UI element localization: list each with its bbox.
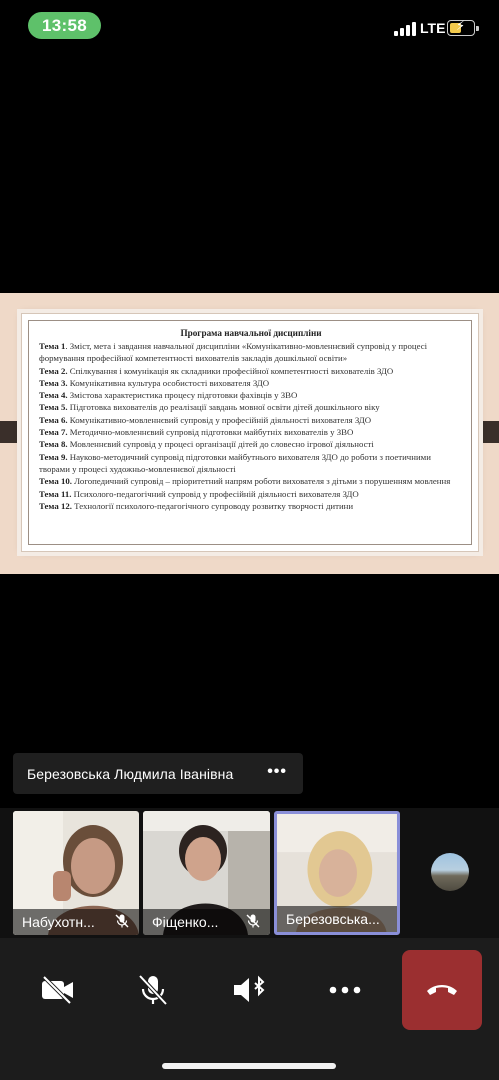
topic-label: Тема 1	[39, 341, 66, 351]
topic-label: Тема 10.	[39, 476, 72, 487]
participant-name: Набухотн...	[13, 909, 139, 935]
topic-item	[39, 488, 463, 500]
topic-item	[39, 426, 463, 438]
topic-item	[39, 401, 463, 413]
topic-item	[39, 377, 463, 389]
topic-label: Тема 12.	[39, 500, 72, 511]
topic-text: Комунікативна культура особистості вихователя ЗДО	[67, 377, 270, 388]
mic-off-icon	[245, 913, 261, 929]
bluetooth-speaker-icon	[231, 974, 267, 1006]
topic-text: . Зміст, мета і завдання навчальної дисципліни «Комунікативно-мовленнєвий супровід у процесі формування професійної компетентності вихователів закладів дошкільної освіти»	[39, 341, 428, 364]
participant-tile[interactable]	[143, 811, 270, 935]
topic-text: Підготовка вихователів до реалізації завдань мовної освіти дітей дошкільного віку	[67, 402, 380, 413]
topic-label: Тема 2.	[39, 365, 68, 376]
document-title: Програма навчальної дисципліни	[180, 328, 322, 338]
topic-list	[39, 340, 463, 512]
topic-text: Науково-методичний супровід підготовки майбутнього вихователя ЗДО до роботи з поетичними творами у процесі художньо-мовленнєвої діяльності	[39, 451, 431, 474]
mic-toggle-button[interactable]	[113, 950, 193, 1030]
document-body	[28, 320, 472, 545]
participant-name: Фіщенко...	[143, 909, 270, 935]
topic-item	[39, 389, 463, 401]
status-time[interactable]: 13:58	[28, 12, 101, 39]
battery-icon: ⚡	[447, 20, 475, 36]
topic-item	[39, 438, 463, 450]
shared-screen[interactable]	[0, 293, 499, 574]
more-options-button[interactable]	[305, 950, 385, 1030]
network-type: LTE	[420, 20, 446, 36]
topic-label: Тема 9.	[39, 451, 68, 462]
topic-label: Тема 11.	[39, 488, 72, 499]
topic-label: Тема 3.	[39, 377, 68, 388]
topic-label: Тема 4.	[39, 390, 68, 401]
topic-text: Логопедичний супровід – пріоритетний напрям роботи вихователя з дітьми з порушенням мовлення	[71, 476, 451, 487]
topic-label: Тема 5.	[39, 402, 68, 413]
document-frame	[21, 313, 479, 552]
more-icon	[329, 986, 361, 994]
camera-off-icon	[40, 975, 76, 1005]
topic-text: Спілкування і комунікація як складники професійної компетентності вихователів ЗДО	[67, 365, 394, 376]
topic-text: Мовленнєвий супровід у процесі організації дітей до словесно ігрової діяльності	[67, 439, 374, 450]
mic-off-icon	[114, 913, 130, 929]
participant-tile[interactable]	[13, 811, 139, 935]
topic-text: Змістова характеристика процесу підготовки фахівців у ЗВО	[67, 390, 298, 401]
topic-text: Методично-мовленнєвий супровід підготовки майбутніх вихователів у ЗВО	[67, 427, 354, 438]
mic-off-icon	[136, 973, 170, 1007]
participant-gallery	[0, 808, 499, 938]
status-bar	[0, 0, 499, 52]
topic-label: Тема 8.	[39, 439, 68, 450]
presenter-more-button[interactable]: •••	[267, 763, 287, 780]
camera-toggle-button[interactable]	[18, 950, 98, 1030]
topic-item	[39, 340, 463, 365]
topic-item	[39, 451, 463, 476]
topic-text: Психолого-педагогічний супровід у професійній діяльності вихователя ЗДО	[71, 488, 359, 499]
self-avatar[interactable]	[431, 853, 469, 891]
participant-name: Березовська...	[277, 906, 397, 932]
topic-item	[39, 475, 463, 487]
topic-label: Тема 7.	[39, 427, 68, 438]
topic-label: Тема 6.	[39, 414, 68, 425]
hang-up-button[interactable]	[402, 950, 482, 1030]
participant-tile-active[interactable]	[274, 811, 400, 935]
topic-text: Технології психолого-педагогічного супроводу розвитку творчості дитини	[71, 500, 354, 511]
audio-output-button[interactable]	[209, 950, 289, 1030]
topic-item	[39, 414, 463, 426]
signal-icon	[394, 21, 416, 36]
topic-item	[39, 500, 463, 512]
call-controls	[0, 938, 499, 1080]
presenter-name: Березовська Людмила Іванівна	[27, 765, 234, 782]
topic-item	[39, 365, 463, 377]
hang-up-icon	[425, 982, 459, 998]
home-indicator[interactable]	[162, 1063, 336, 1069]
presenter-label[interactable]	[13, 753, 303, 794]
topic-text: Комунікативно-мовленнєвий супровід у професійній діяльності вихователя ЗДО	[67, 414, 372, 425]
